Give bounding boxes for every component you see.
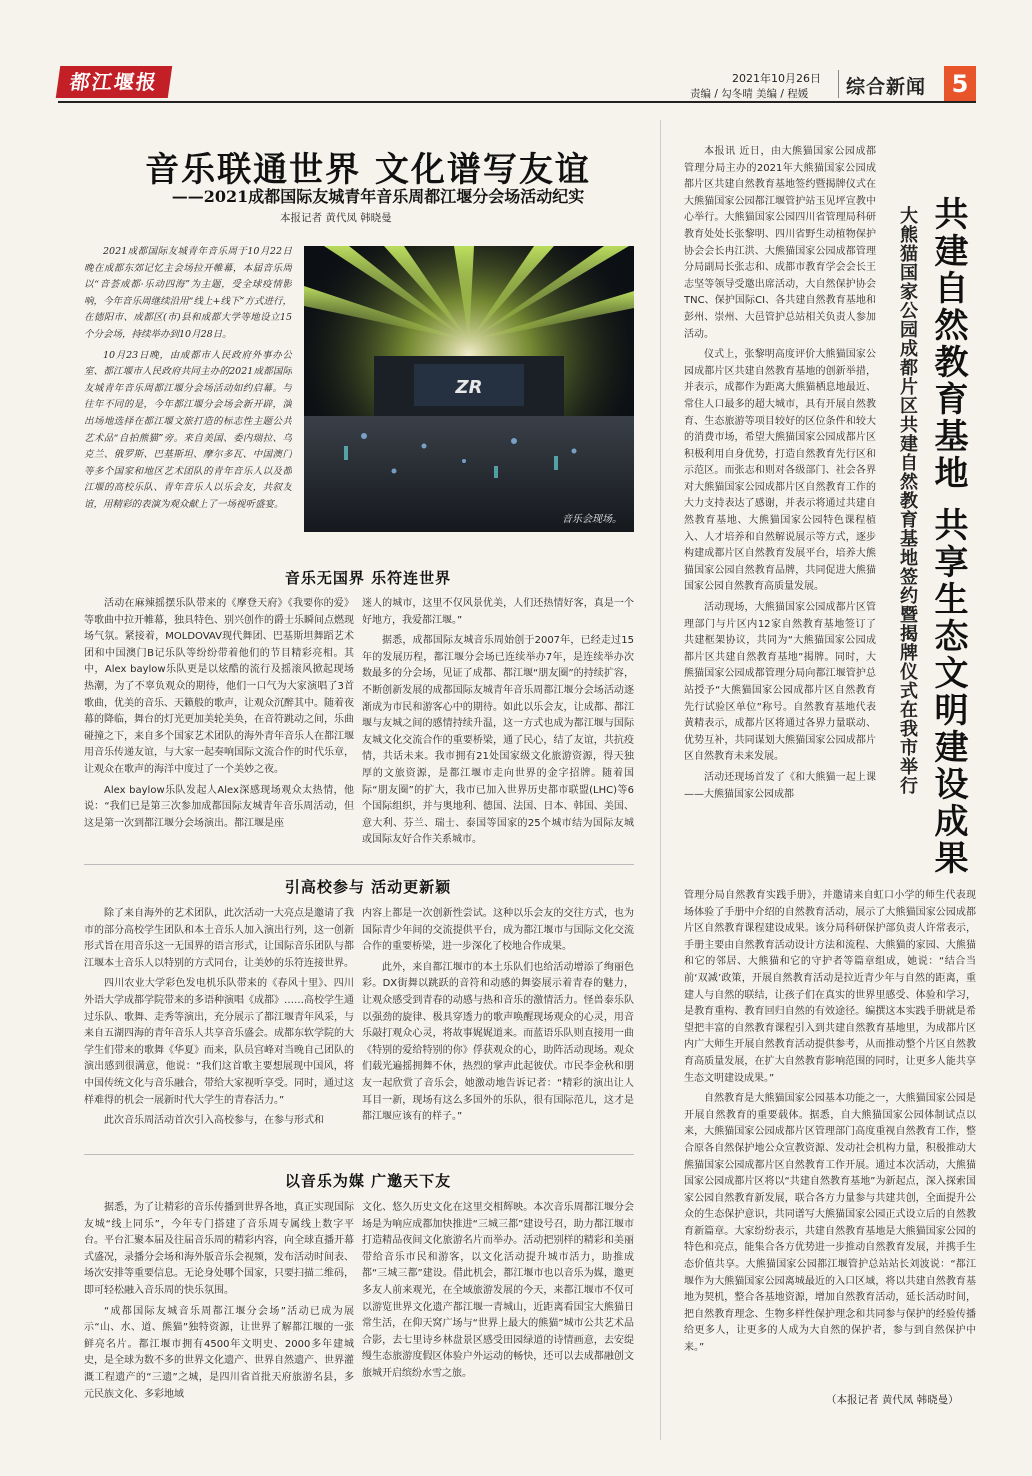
section-paragraph: 除了来自海外的艺术团队，此次活动一大亮点是邀请了我市的部分高校学生团队和本土音乐人加入演出行列，这一创新形式旨在用音乐这一无国界的语言形式，让国际音乐团队与都江堰本土音乐人以特别的方式同台，让美妙的乐符连接世界。	[84, 908, 354, 969]
right-article-paragraph: 活动现场，大熊猫国家公园成都片区管理部门与片区内12家自然教育基地签订了共建框架协议，共同为“大熊猫国家公园成都片区共建自然教育基地”揭牌。同时，大熊猫国家公园成都管理分局向都江堰管护总站授予“大熊猫国家公园成都片区自然教育先行试验区单位”称号。自然教育基地代表黄精表示，成都片区将通过各界力量联动、优势互补，共同谋划大熊猫国家公园成都片区自然教育未来发展。	[684, 602, 876, 763]
section-name: 综合新闻	[846, 76, 927, 98]
page-number: 5	[944, 66, 976, 102]
section-paragraph: 此次音乐周活动首次引入高校参与，在参与形式和	[104, 1115, 324, 1127]
section-paragraph: 迷人的城市，这里不仅风景优美，人们还热情好客，真是一个好地方，我爱都江堰。”	[362, 598, 634, 626]
newspaper-logo: 都江堰报	[56, 66, 172, 98]
section-divider	[84, 1154, 634, 1155]
issue-date: 2021年10月26日	[732, 72, 821, 85]
right-article-title: 共建自然教育基地 共享生态文明建设成果	[928, 196, 968, 877]
section-paragraph: 此外，来自都江堰市的本土乐队们也给活动增添了绚丽色彩。DX街舞以跳跃的音符和动感的舞姿展示着青春的魅力，让观众感受到青春的动感与热和音乐的激情活力。怪兽泰乐队以强劲的旋律、极具穿透力的歌声唤醒现场观众的心灵，用音乐敲打观众心灵，将故事娓娓道来。而蓝语乐队则直接用一曲《特别的爱给特别的你》俘获观众的心，助阵活动现场。观众们载光遍摇拥舞不休，热烈的掌声此起彼伏。市民李金秋和朋友一起欣赏了音乐会，她激动地告诉记者：“精彩的演出让人耳目一新，现场有这么多国外的乐队，很有国际范儿，这才是都江堰应该有的样子。”	[362, 961, 634, 1123]
right-article-paragraph: 活动还现场首发了《和大熊猫一起上课——大熊猫国家公园成都	[684, 771, 876, 800]
section-paragraph: Alex baylow乐队发起人Alex深感现场观众太热情，他说：“我们已是第三次参加成都国际友城青年音乐周活动，但这是第一次到都江堰分会场演出。都江堰是座	[84, 784, 354, 829]
intro-paragraph: 10月23日晚，由成都市人民政府外事办公室、都江堰市人民政府共同主办的2021成都国际友城青年音乐周都江堰分会场活动如约启幕。与往年不同的是，今年都江堰分会场会新开辟，演出场地选择在都江堰文旅打造的标志性主题公共艺术品“自拍熊猫”旁。来自美国、委内瑞拉、乌克兰、俄罗斯、巴基斯坦、摩尔多瓦、中国澳门等多个国家和地区艺术团队的青年音乐人以及都江堰的高校乐队、青年音乐人以乐会友，共叙友谊，用精彩的表演为观众献上了一场视听盛宴。	[84, 349, 292, 510]
section-column	[362, 1200, 634, 1436]
editors-line: 责编 / 勾冬晴 美编 / 程媛	[690, 88, 809, 100]
section-divider	[84, 864, 634, 865]
right-article-paragraph: 管理分局自然教育实践手册》，并邀请来自虹口小学的师生代表现场体验了手册中介绍的自然教育活动，展示了大熊猫国家公园成都片区自然教育课程建设成果。该分局科研保护部负责人许常表示，手册主要由自然教育活动设计方法和流程、大熊猫的家园、大熊猫和它的邻居、大熊猫和它的守护者等篇章组成，她说：“结合当前‘双减’政策，开展自然教育活动是拉近青少年与自然的距离，重建人与自然的联结，让孩子们在真实的世界里感受、体验和学习，是教育重构、教育回归自然的有效途径。编撰这本实践手册就是希望把丰富的自然教育课程引入到共建自然教育基地里，为成都片区内广大师生开展自然教育活动提供参考，从而推动整个片区自然教育高质量发展，在扩大自然教育影响范围的同时，让更多人能共享生态文明建设成果。”	[684, 890, 976, 1084]
section-paragraph: 内容上都是一次创新性尝试。这种以乐会友的交往方式，也为国际青少年间的交流提供平台，成为都江堰市与国际文化交流合作的重要桥梁，进一步深化了校地合作成果。	[362, 908, 634, 953]
right-article-credit: （本报记者 黄代凤 韩晓曼）	[826, 1394, 959, 1406]
article-byline: 本报记者 黄代凤 韩晓曼	[280, 212, 392, 224]
section-paragraph: 活动在麻辣摇摆乐队带来的《摩登天府》《我要你的爱》等歌曲中拉开帷幕，独具特色、别兴创作的爵士乐瞬间点燃现场气氛。紧接着，MOLDOVAV现代舞团、巴基斯坦舞蹈艺术团和中国澳门B记乐队等纷纷带着他们的节目精彩亮相。其中，Alex baylow乐队更是以炫酷的流行及摇滚风掀起现场热潮，为了不辜负观众的期待，他们一口气为大家演唱了3首歌曲，优美的音乐、天籁般的歌声，让观众沉醉其中。随着夜幕的降临，舞台的灯光更加美轮美奂，在音符跳动之间，乐曲碰撞之下，来自多个国家艺术团队的海外青年音乐人在都江堰用音乐传递友谊，与大家一起奏响国际文流合作的时代乐章，让观众在歌声的海洋中度过了一个美妙之夜。	[84, 598, 354, 775]
section-paragraph: 四川农业大学彩色发电机乐队带来的《春风十里》、四川外语大学成都学院带来的多语种演唱《成都》……高校学生通过乐队、歌舞、走秀等演出，充分展示了都江堰青年风采，与来自五湖四海的青年音乐人共享音乐盛会。成都东软学院的大学生们带来的歌舞《华夏》而来，队员宫峰对当晚自己团队的演出感到很满意，他说：“我们这首歌主要想展现中国风，将中国传统文化与音乐融合，带给大家视听享受。同时，通过这样难得的机会一展新时代大学生的青春活力。”	[84, 978, 354, 1106]
photo-caption: 音乐会现场。	[562, 514, 622, 525]
right-article-paragraph: 本报讯 近日，由大熊猫国家公园成都管理分局主办的2021年大熊猫国家公园成都片区共建自然教育基地签约暨揭牌仪式在大熊猫国家公园都江堰管护站玉见坪宣教中心举行。大熊猫国家公园四川省管理局科研教育处处长张黎明、四川省野生动植物保护协会会长冉江洪、大熊猫国家公园成都管理分局副局长张志和、成都市教育学会会长王志坚等领导受邀出席活动，大自然保护协会TNC、保护国际CI、各共建自然教育基地和彭州、崇州、大邑管护总站相关负责人参加活动。	[684, 146, 876, 340]
section-column	[84, 1200, 354, 1436]
article-subtitle: ——2021成都国际友城青年音乐周都江堰分会场活动纪实	[171, 187, 585, 206]
right-article-column	[684, 144, 876, 888]
concert-photo	[304, 246, 634, 532]
concert-stage-illustration	[304, 246, 634, 532]
section-heading: 以音乐为媒 广邀天下友	[284, 1172, 452, 1190]
section-heading: 引高校参与 活动更新颖	[284, 878, 452, 896]
article-intro	[84, 244, 292, 540]
section-column	[362, 906, 634, 1142]
right-article-paragraph: 自然教育是大熊猫国家公园基本功能之一，大熊猫国家公园是开展自然教育的重要载体。据悉，自大熊猫国家公园体制试点以来，大熊猫国家公园成都片区管理部门高度重视自然教育工作，整合原各自然保护地公众宣教资源、发动社会机构力量，积极推动大熊猫国家公园成都片区自然教育工作开展。通过本次活动，大熊猫国家公园成都片区将以“共建自然教育基地”为新起点，深入探索国家公园自然教育新发展，联合各方力量参与共建共创，全面提升公众的生态保护意识，共同谱写大熊猫国家公园正式设立后的自然教育新篇章。大家纷纷表示，共建自然教育基地是大熊猫国家公园的特色和亮点，能集合各方优势进一步推动自然教育发展，并携手生态价值共享。大熊猫国家公园都江堰管护总站站长刘波说：“都江堰作为大熊猫国家公园离城最近的入口区域，将以共建自然教育基地为契机，整合各基地资源，增加自然教育活动，延长活动时间，把自然教育理念、生物多样性保护理念和共同参与保护的经验传播给更多人，让更多的人成为大自然的保护者，参与到自然保护中来。”	[684, 1093, 976, 1354]
header-rule	[58, 101, 976, 103]
section-column	[84, 596, 354, 856]
right-article-paragraph: 仪式上，张黎明高度评价大熊猫国家公园成都片区共建自然教育基地的创新举措，并表示，成都作为距离大熊猫栖息地最近、常住人口最多的超大城市，具有开展自然教育、生态旅游等项目较好的区位条件和较大的消费市场，希望大熊猫国家公园成都片区积极利用自身优势，打造自然教育先行区和示范区。而张志和则对各级部门、社会各界对大熊猫国家公园成都片区自然教育工作的大力支持表达了感谢，并表示将通过共建自然教育基地、大熊猫国家公园特色课程植入、人才培养和自然解说展示等方式，逐步构建成都片区自然教育发展平台，培养大熊猫国家公园自然教育品牌，共同促进大熊猫国家公园自然教育高质量发展。	[684, 349, 876, 593]
intro-paragraph: 2021成都国际友城青年音乐周于10月22日晚在成都东郊记忆主会场拉开帷幕，本届音乐周以“音荟成都·乐动四海”为主题，受全球疫情影响，今年音乐周继续沿用“线上+线下”方式进行，在德阳市、成都区(市)县和成都大学等地设立15个分会场，持续举办到10月28日。	[84, 246, 292, 340]
section-paragraph: 文化、悠久历史文化在这里交相辉映。本次音乐周都江堰分会场是为响应成都加快推进“三城三都”建设号召，助力都江堰市打造精品夜间文化旅游名片而举办。活动把别样的精彩和美丽带给音乐市民和游客，以文化活动提升城市活力，助推成都“三城三都”建设。借此机会，都江堰市也以音乐为媒，邀更多友人前来观光，在全域旅游发展的今天，来都江堰市不仅可以游览世界文化遗产都江堰一青城山，近距离看国宝大熊猫日常生活，在仰天窝广场与“世界上最大的熊猫”城市公共艺术品合影，去七里诗乡林盘景区感受田园绿道的诗情画意，去安缇缦生态旅游度假区体验户外运动的畅快，还可以去成都融创文旅城开启缤纷水雪之旅。	[362, 1202, 634, 1379]
section-paragraph: 据悉，成都国际友城音乐周始创于2007年，已经走过15年的发展历程，都江堰分会场已连续举办7年，是连续举办次数最多的分会场，见证了成都、都江堰“朋友圈”的持续扩容，不断创新发展的成都国际友城青年音乐周都江堰分会场活动逐渐成为市民和游客心中的期待。如此以乐会友，让成都、都江堰与友城之间的感情持续升温，这一方式也成为都江堰与国际友城文化交流合作的重要桥梁，通了民心，结了友谊，共抗疫情，共话未来。我市拥有21处国家级文化旅游资源，得天独厚的文旅资源，是都江堰市走向世界的金字招牌。随着国际“朋友圈”的扩大，我市已加入世界历史都市联盟(LHC)等6个国际组织，并与奥地利、德国、法国、日本、韩国、美国、意大利、芬兰、瑞士、泰国等国家的25个城市结为国际友城或国际友好合作关系城市。	[362, 635, 634, 846]
header-separator	[838, 70, 839, 98]
stage-screen-text: ZR	[455, 377, 483, 398]
section-column	[362, 596, 634, 856]
section-paragraph: 据悉，为了让精彩的音乐传播到世界各地，真正实现国际友城“线上同乐”，今年专门搭建了音乐周专属线上数字平台。平台汇聚本届及往届音乐周的精彩内容，向全球直播开幕式盛况，录播分会场和海外版音乐会视频，发布活动时间表、场次安排等重要信息。无论身处哪个国家，只要扫描二维码，即可轻松融入音乐周的快乐氛围。	[84, 1202, 354, 1296]
article-title: 音乐联通世界 文化谱写友谊	[145, 150, 591, 190]
right-article-column-wide	[684, 888, 976, 1388]
section-column	[84, 906, 354, 1142]
right-article-subtitle: 大熊猫国家公园成都片区共建自然教育基地签约暨揭牌仪式在我市举行	[897, 206, 918, 795]
section-paragraph: “成都国际友城音乐周都江堰分会场”活动已成为展示“山、水、道、熊猫”独特资源，让世界了解都江堰的一张鲜亮名片。都江堰市拥有4500年文明史、2000多年建城史，是全球为数不多的世界文化遗产、世界自然遗产、世界灌溉工程遗产的“三遗”之城，是四川省首批天府旅游名县，多元民族文化、多彩地域	[84, 1305, 354, 1400]
article-separator	[660, 120, 661, 1440]
section-heading: 音乐无国界 乐符连世界	[284, 569, 452, 587]
